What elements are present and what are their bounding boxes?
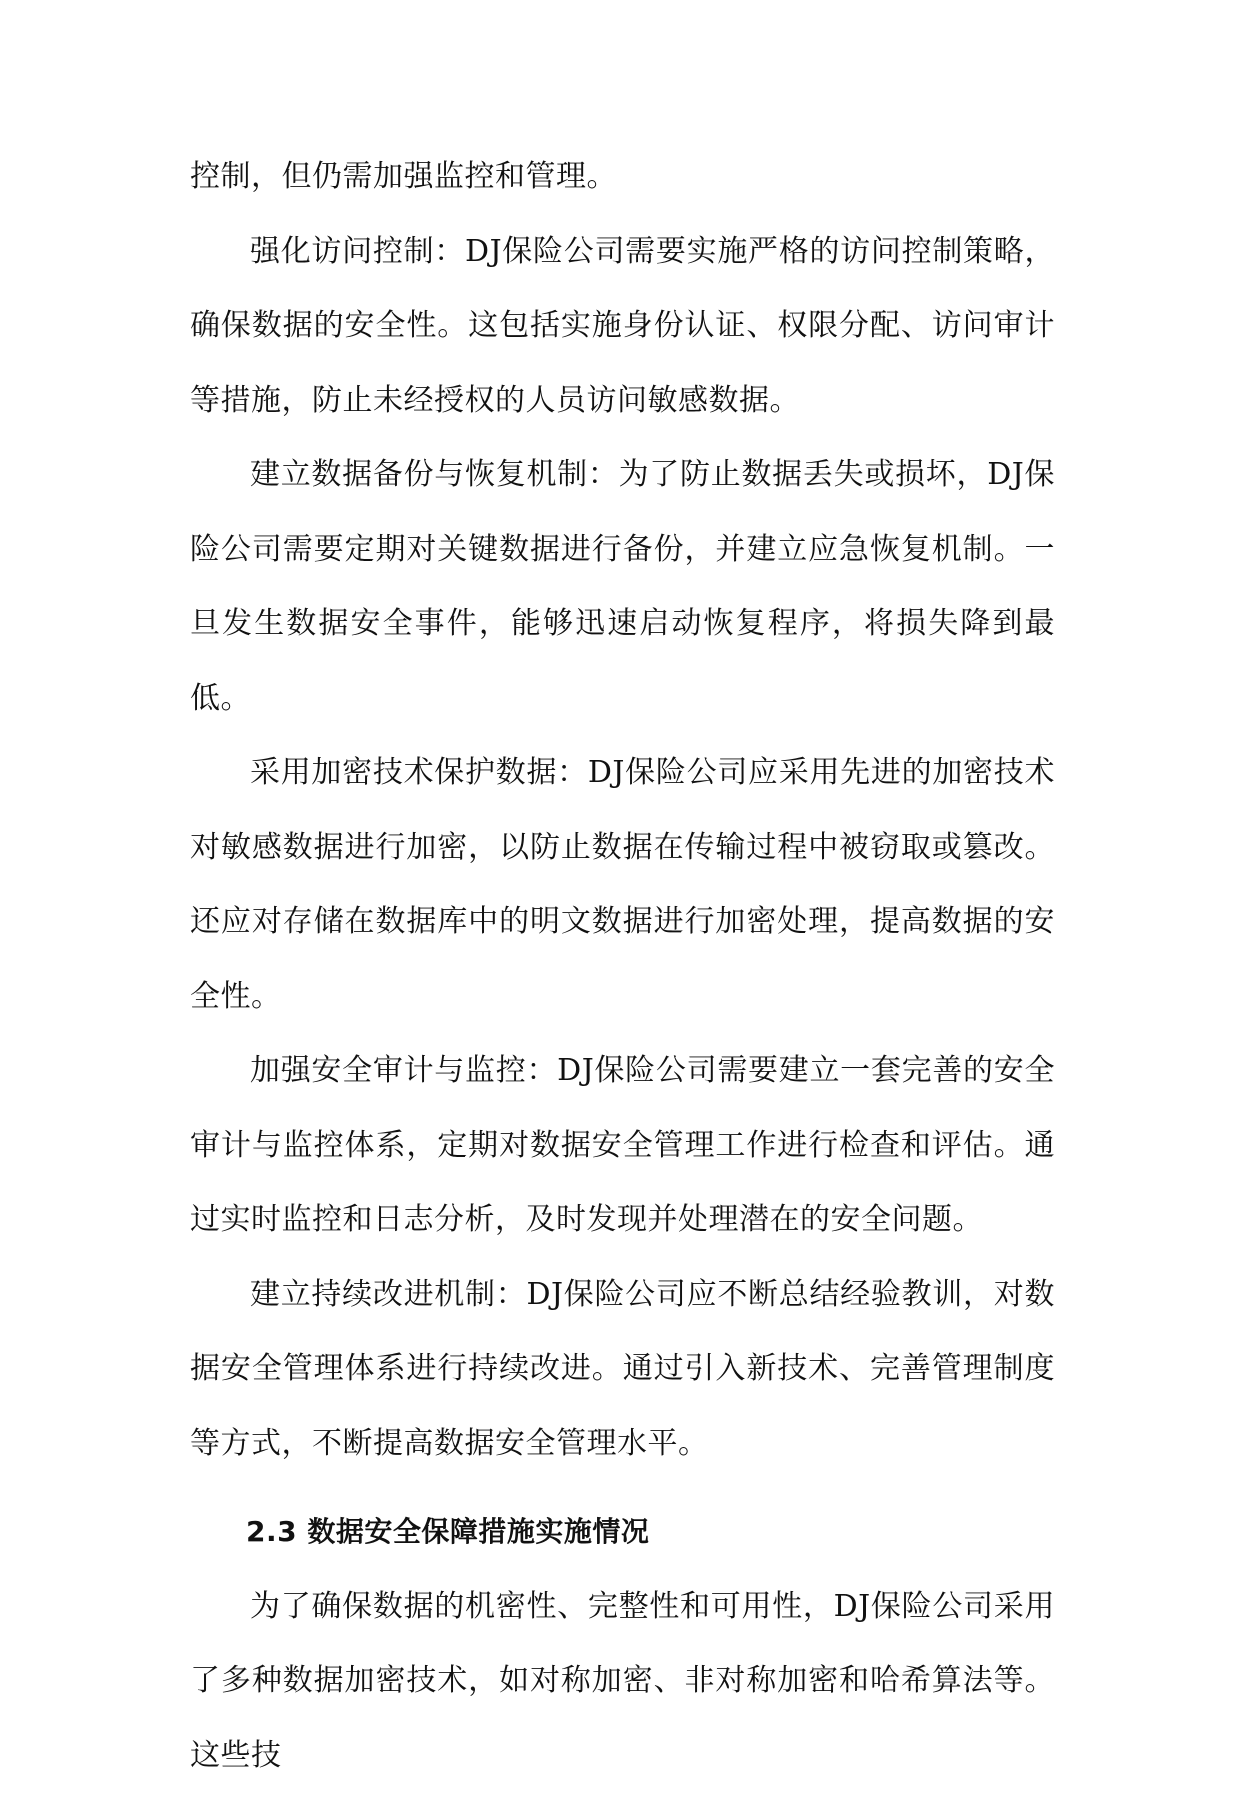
body-paragraph-section-intro: 为了确保数据的机密性、完整性和可用性，DJ保险公司采用了多种数据加密技术，如对称加密、非对称加密和哈希算法等。这些技 (190, 1570, 1055, 1793)
body-paragraph-backup-recovery: 建立数据备份与恢复机制：为了防止数据丢失或损坏，DJ保险公司需要定期对关键数据进行备份，并建立应急恢复机制。一旦发生数据安全事件，能够迅速启动恢复程序，将损失降到最低。 (190, 438, 1055, 736)
body-paragraph-continuation: 控制，但仍需加强监控和管理。 (190, 140, 1055, 215)
document-body (190, 140, 1055, 1793)
body-paragraph-continuous-improvement: 建立持续改进机制：DJ保险公司应不断总结经验教训，对数据安全管理体系进行持续改进。通过引入新技术、完善管理制度等方式，不断提高数据安全管理水平。 (190, 1258, 1055, 1482)
body-paragraph-encryption: 采用加密技术保护数据：DJ保险公司应采用先进的加密技术对敏感数据进行加密，以防止数据在传输过程中被窃取或篡改。还应对存储在数据库中的明文数据进行加密处理，提高数据的安全性。 (190, 736, 1055, 1034)
body-paragraph-audit-monitoring: 加强安全审计与监控：DJ保险公司需要建立一套完善的安全审计与监控体系，定期对数据安全管理工作进行检查和评估。通过实时监控和日志分析，及时发现并处理潜在的安全问题。 (190, 1034, 1055, 1258)
section-heading: 2.3 数据安全保障措施实施情况 (190, 1495, 1055, 1570)
body-paragraph-access-control: 强化访问控制：DJ保险公司需要实施严格的访问控制策略，确保数据的安全性。这包括实施身份认证、权限分配、访问审计等措施，防止未经授权的人员访问敏感数据。 (190, 215, 1055, 439)
